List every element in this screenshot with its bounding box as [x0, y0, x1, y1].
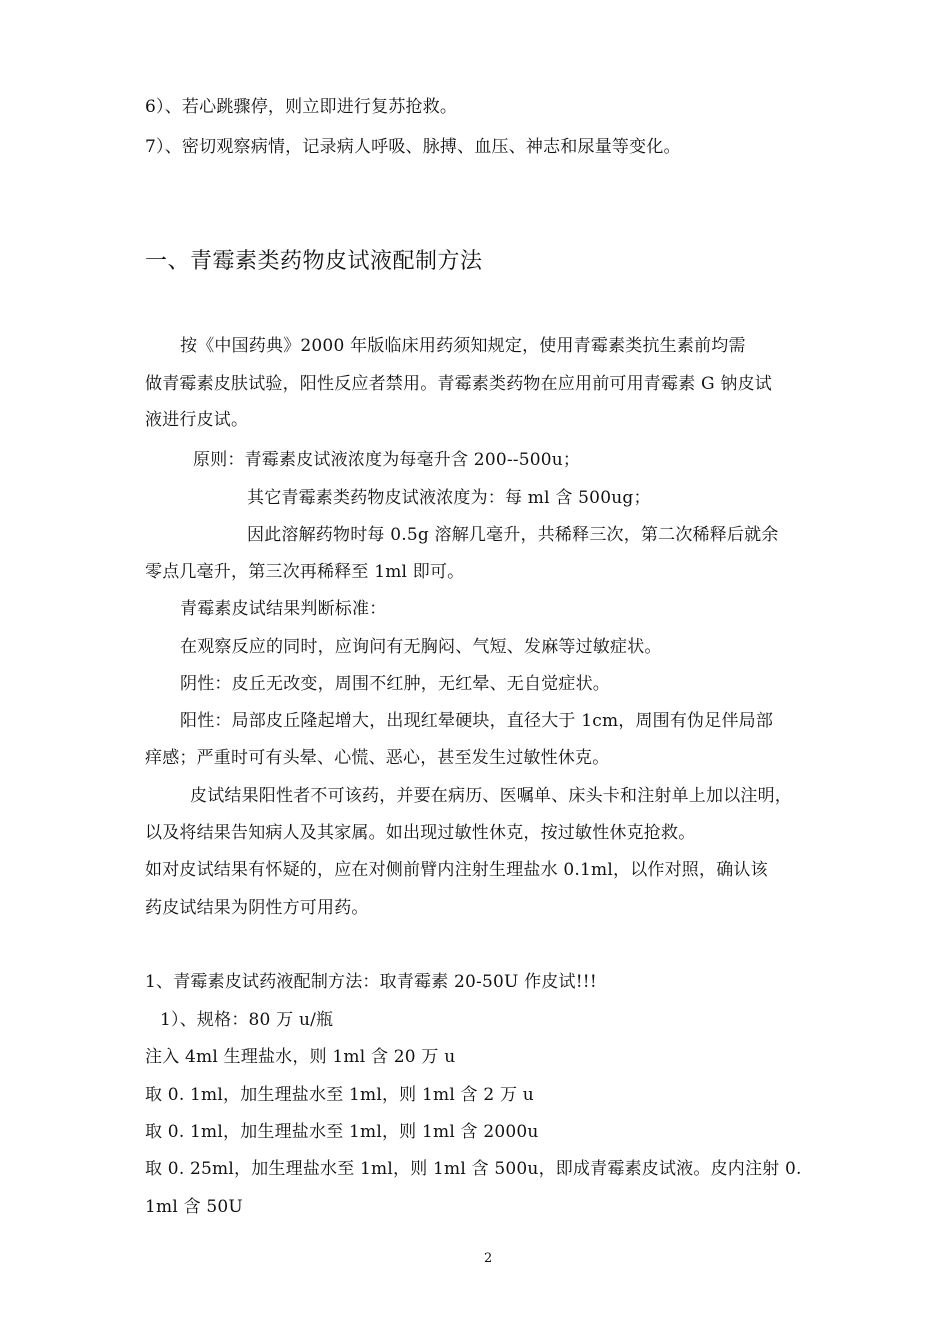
method-heading: 1、青霉素皮试药液配制方法：取青霉素 20-50U 作皮试!!!: [145, 972, 597, 992]
paragraph-line: 做青霉素皮肤试验，阳性反应者禁用。青霉素类药物在应用前可用青霉素 G 钠皮试: [145, 374, 772, 394]
positive-criteria: 阳性：局部皮丘隆起增大，出现红晕硬块，直径大于 1cm，周围有伪足伴局部: [180, 711, 774, 731]
result-note: 皮试结果阳性者不可该药，并要在病历、医嘱单、床头卡和注射单上加以注明，: [190, 786, 792, 806]
result-note-cont: 以及将结果告知病人及其家属。如出现过敏性休克，按过敏性休克抢救。: [145, 823, 696, 843]
positive-criteria-cont: 痒感；严重时可有头晕、心慌、恶心，甚至发生过敏性休克。: [145, 748, 610, 768]
principle-line: 因此溶解药物时每 0.5g 溶解几毫升，共稀释三次，第二次稀释后就余: [247, 525, 779, 545]
negative-criteria: 阴性：皮丘无改变，周围不红肿，无红晕、无自觉症状。: [180, 674, 610, 694]
method-step: 取 0. 1ml，加生理盐水至 1ml，则 1ml 含 2000u: [145, 1122, 539, 1142]
control-note: 如对皮试结果有怀疑的，应在对侧前臂内注射生理盐水 0.1ml，以作对照，确认该: [145, 860, 768, 880]
method-step: 取 0. 25ml，加生理盐水至 1ml，则 1ml 含 500u，即成青霉素皮试液。皮内注射 0.: [145, 1159, 802, 1179]
list-item-6: 6）、若心跳骤停，则立即进行复苏抢救。: [145, 97, 458, 117]
criteria-line: 在观察反应的同时，应询问有无胸闷、气短、发麻等过敏症状。: [180, 637, 662, 657]
method-step: 取 0. 1ml，加生理盐水至 1ml，则 1ml 含 2 万 u: [145, 1085, 534, 1105]
list-item-7: 7）、密切观察病情，记录病人呼吸、脉搏、血压、神志和尿量等变化。: [145, 137, 681, 157]
control-note-cont: 药皮试结果为阴性方可用药。: [145, 898, 369, 918]
method-step-cont: 1ml 含 50U: [145, 1197, 243, 1217]
section-heading: 一、青霉素类药物皮试液配制方法: [145, 249, 483, 274]
principle-line: 原则：青霉素皮试液浓度为每毫升含 200--500u；: [193, 450, 581, 470]
principle-line: 其它青霉素类药物皮试液浓度为：每 ml 含 500ug；: [247, 488, 651, 508]
criteria-heading: 青霉素皮试结果判断标准：: [180, 599, 387, 619]
paragraph-line: 液进行皮试。: [145, 410, 249, 430]
paragraph-line: 按《中国药典》2000 年版临床用药须知规定，使用青霉素类抗生素前均需: [180, 336, 746, 356]
method-spec: 1）、规格：80 万 u/瓶: [160, 1010, 334, 1030]
method-step: 注入 4ml 生理盐水，则 1ml 含 20 万 u: [145, 1047, 456, 1067]
page-number: 2: [484, 1251, 493, 1266]
principle-line: 零点几毫升，第三次再稀释至 1ml 即可。: [145, 562, 465, 582]
